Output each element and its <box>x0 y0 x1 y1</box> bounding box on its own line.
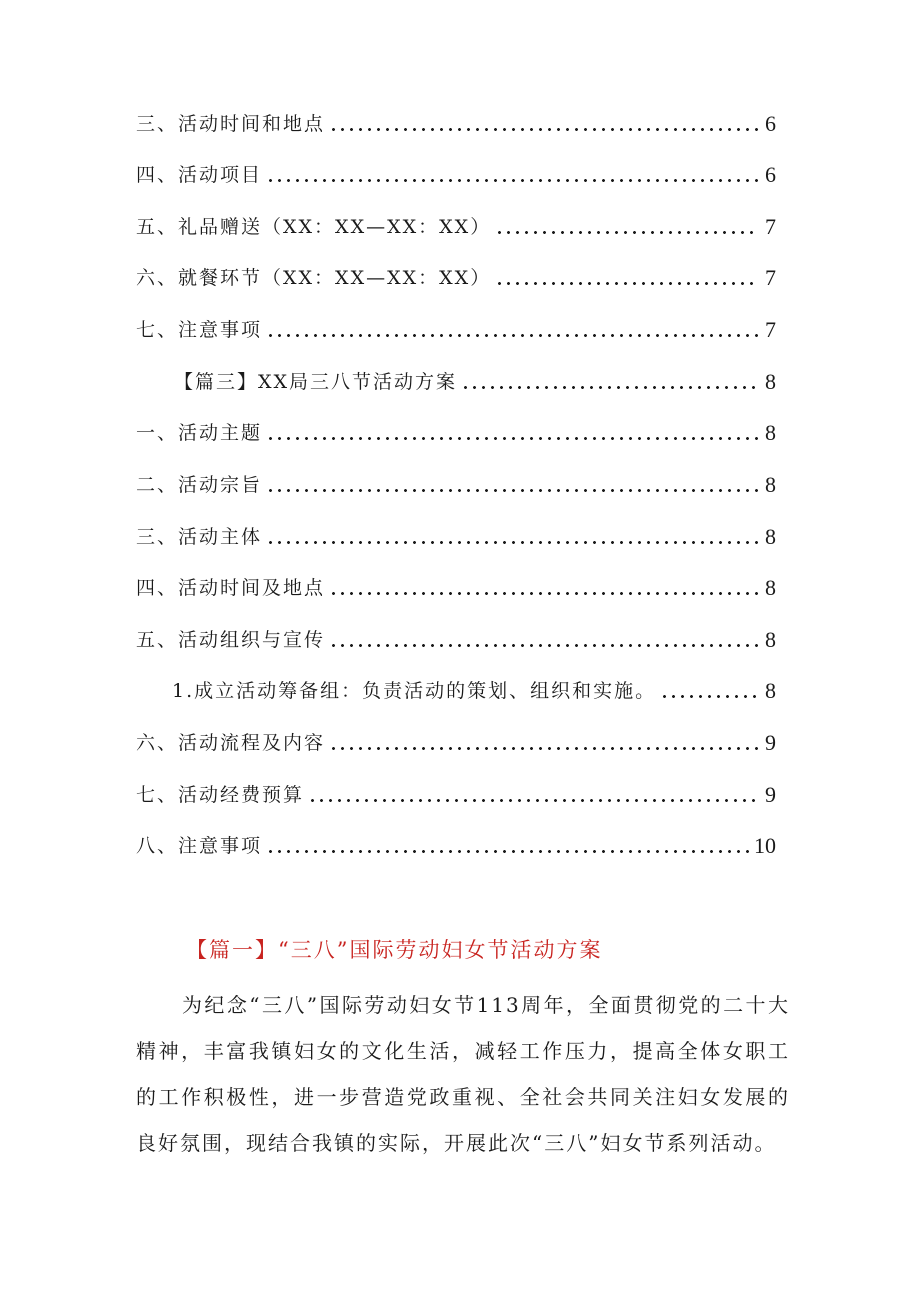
toc-entry[interactable] <box>136 779 776 811</box>
toc-leader-dots <box>495 231 758 234</box>
toc-leader-dots <box>266 541 758 544</box>
toc-leader-dots <box>308 799 758 802</box>
toc-leader-dots <box>329 747 758 750</box>
toc-page-number: 8 <box>765 524 776 549</box>
toc-leader-dots <box>266 437 758 440</box>
toc-entry-title: 七、活动经费预算 <box>136 784 305 806</box>
toc-entry[interactable] <box>136 830 776 862</box>
toc-page-number: 8 <box>765 369 776 394</box>
toc-entry[interactable] <box>136 624 776 656</box>
toc-entry-title: 五、礼品赠送（XX：XX—XX：XX） <box>136 216 492 238</box>
toc-leader-dots <box>266 850 750 853</box>
toc-entry[interactable] <box>136 469 776 501</box>
toc-entry-title: 八、注意事项 <box>136 835 263 857</box>
toc-page-number: 9 <box>765 782 776 807</box>
toc-entry-title: 四、活动项目 <box>136 164 263 186</box>
toc-page-number: 6 <box>765 162 776 187</box>
toc-leader-dots <box>329 644 758 647</box>
toc-entry-title: 三、活动时间和地点 <box>136 113 326 135</box>
toc-page-number: 7 <box>765 265 776 290</box>
toc-entry-title: 【篇三】XX局三八节活动方案 <box>174 371 458 393</box>
toc-entry-title: 五、活动组织与宣传 <box>136 629 326 651</box>
body-paragraph: 为纪念“三八”国际劳动妇女节113周年，全面贯彻党的二十大精神，丰富我镇妇女的文化生活，减轻工作压力，提高全体女职工的工作积极性，进一步营造党政重视、全社会共同关注妇女发展的良好氛围，现结合我镇的实际，开展此次“三八”妇女节系列活动。 <box>136 993 790 1155</box>
toc-entry-title: 二、活动宗旨 <box>136 474 263 496</box>
toc-page-number: 8 <box>765 678 776 703</box>
toc-page-number: 8 <box>765 627 776 652</box>
toc-page-number: 9 <box>765 730 776 755</box>
toc-entry[interactable] <box>136 521 776 553</box>
toc-entry-title: 六、活动流程及内容 <box>136 732 326 754</box>
toc-entry[interactable] <box>136 572 776 604</box>
toc-entry-title: 四、活动时间及地点 <box>136 577 326 599</box>
toc-entry[interactable] <box>136 727 776 759</box>
toc-page-number: 7 <box>765 317 776 342</box>
toc-leader-dots <box>266 179 758 182</box>
toc-entry-title: 一、活动主题 <box>136 422 263 444</box>
toc-entry-sub[interactable] <box>172 675 776 707</box>
toc-leader-dots <box>461 386 758 389</box>
toc-entry-title: 三、活动主体 <box>136 526 263 548</box>
toc-leader-dots <box>329 128 758 131</box>
toc-entry[interactable] <box>136 211 776 243</box>
toc-entry[interactable] <box>136 108 776 140</box>
toc-entry-chapter[interactable] <box>174 366 776 398</box>
section-title: 【篇一】“三八”国际劳动妇女节活动方案 <box>186 938 603 962</box>
toc-entry[interactable] <box>136 262 776 294</box>
toc-page-number: 8 <box>765 472 776 497</box>
toc-entry[interactable] <box>136 417 776 449</box>
toc-page-number: 8 <box>765 420 776 445</box>
toc-entry[interactable] <box>136 159 776 191</box>
toc-page-number: 7 <box>765 214 776 239</box>
toc-leader-dots <box>329 592 758 595</box>
toc-entry-title: 六、就餐环节（XX：XX—XX：XX） <box>136 267 492 289</box>
toc-entry-title: 七、注意事项 <box>136 319 263 341</box>
toc-leader-dots <box>660 695 758 698</box>
toc-entry-title: 1.成立活动筹备组：负责活动的策划、组织和实施。 <box>172 680 657 702</box>
toc-page-number: 8 <box>765 575 776 600</box>
toc-entry[interactable] <box>136 314 776 346</box>
toc-leader-dots <box>266 489 758 492</box>
toc-page-number: 10 <box>754 833 776 858</box>
toc-leader-dots <box>495 282 758 285</box>
toc-leader-dots <box>266 334 758 337</box>
toc-page-number: 6 <box>765 111 776 136</box>
